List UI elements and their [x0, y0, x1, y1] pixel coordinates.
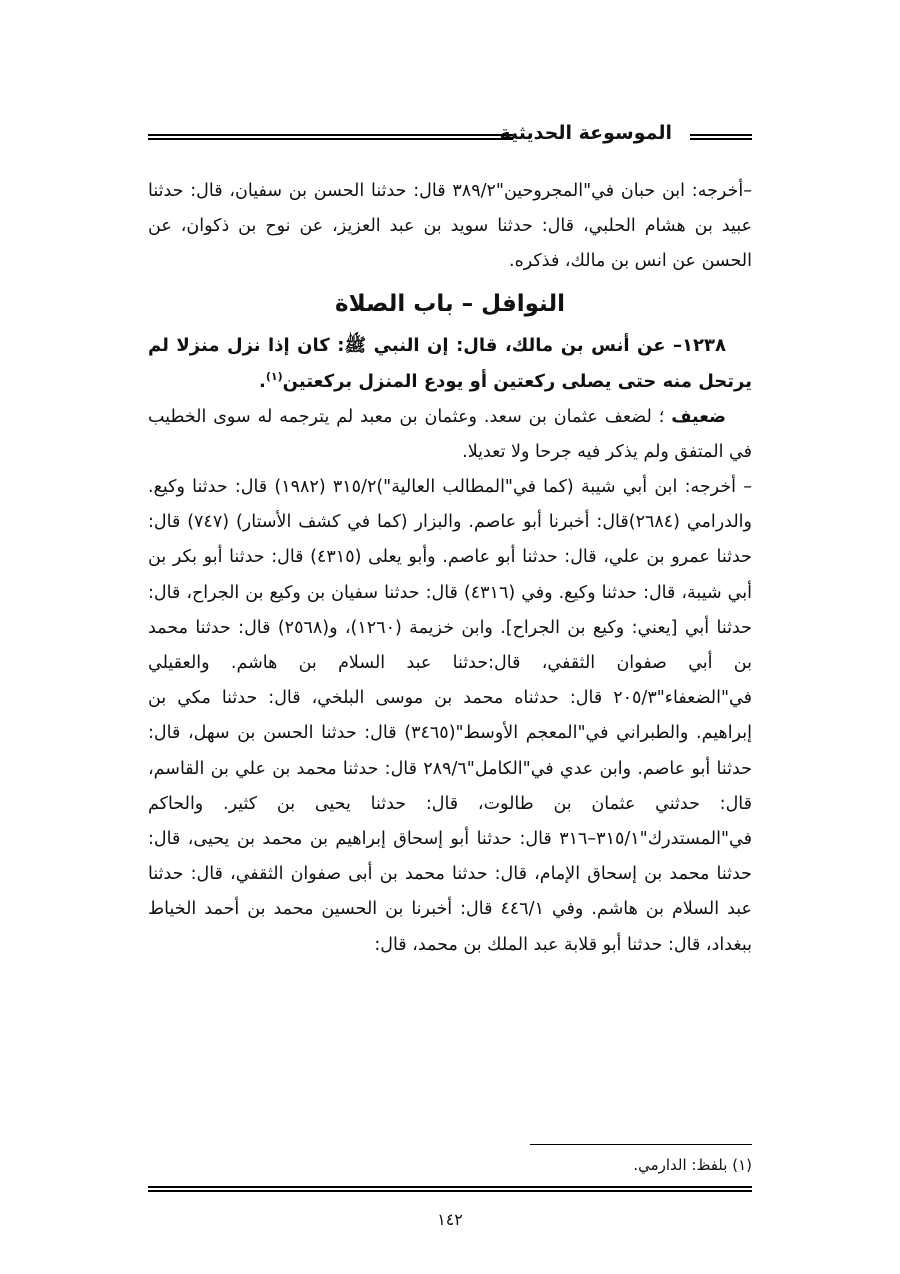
header-rule-left — [148, 134, 513, 140]
paragraph-takhrij: – أخرجه: ابن أبي شيبة (كما في"المطالب العالية")٣١٥/٢ (١٩٨٢) قال: حدثنا وكيع. والدرامي (٢٦٨٤)قال: أخبرنا أبو عاصم. والبزار (كما في كشف الأستار) (٧٤٧) قال: حدثنا عمرو بن علي، قال: حدثنا أبو عاصم. وأبو يعلى (٤٣١٥) قال: حدثنا أبو بكر بن أبي شيبة، قال: حدثنا وكيع. وفي (٤٣١٦) قال: حدثنا سفيان بن وكيع بن الجراح، قال: حدثنا أبي [يعني: وكيع بن الجراح]. وابن خزيمة (١٢٦٠)، و(٢٥٦٨) قال: حدثنا محمد بن أبي صفوان الثقفي، قال:حدثنا عبد السلام بن هاشم. والعقيلي في"الضعفاء"٢٠٥/٣ قال: حدثناه محمد بن موسى البلخي، قال: حدثنا مكي بن إبراهيم. والطبراني في"المعجم الأوسط"(٣٤٦٥) قال: حدثنا الحسن بن سهل، قال: حدثنا أبو عاصم. وابن عدي في"الكامل"٢٨٩/٦ قال: حدثنا محمد بن علي بن القاسم، قال: حدثني عثمان بن طالوت، قال: حدثنا يحيى بن كثير. والحاكم في"المستدرك"٣١٥/١–٣١٦ قال: حدثنا أبو إسحاق إبراهيم بن محمد بن يحيى، قال: حدثنا محمد بن إسحاق الإمام، قال: حدثنا محمد بن أبى صفوان الثقفي، قال: حدثنا عبد السلام بن هاشم. وفي ٤٤٦/١ قال: أخبرنا بن الحسين محمد بن أحمد الخياط ببغداد، قال: حدثنا أبو قلابة عبد الملك بن محمد، قال: — [148, 477, 752, 955]
page-number: ١٤٢ — [437, 1210, 463, 1229]
hadith-body: ١٢٣٨– عن أنس بن مالك، قال: إن النبي ﷺ: كان إذا نزل منزلا لم يرتحل منه حتى يصلى ركعتين أو يودع المنزل بركعتين — [148, 334, 752, 392]
grade-label: ضعيف — [671, 406, 726, 427]
document-page — [148, 120, 752, 1240]
hadith-text — [148, 328, 752, 400]
paragraph-takhrij-previous: –أخرجه: ابن حبان في"المجروحين"٣٨٩/٢ قال: حدثنا الحسن بن سفيان، قال: حدثنا عبيد بن هشام الحلبي، قال: حدثنا سويد بن عبد العزيز، عن نوح بن ذكوان، عن الحسن عن انس بن مالك، فذكره. — [148, 181, 752, 272]
grade-paragraph — [148, 400, 752, 470]
body-text — [148, 174, 752, 963]
grade-text: ؛ لضعف عثمان بن سعد. وعثمان بن معبد لم يترجمه له سوى الخطيب في المتفق ولم يذكر فيه جرحا ولا تعديلا. — [148, 406, 752, 462]
header-rule-right — [690, 134, 752, 140]
header-title: الموسوعة الحديثية — [499, 122, 672, 144]
footnote-ref: (١) — [265, 369, 283, 383]
running-header — [148, 120, 752, 156]
footer-rule — [148, 1186, 752, 1192]
footnote-divider — [530, 1144, 752, 1145]
footnote: (١) بلفظ: الدارمي. — [633, 1156, 752, 1174]
hadith-end: . — [259, 370, 266, 392]
section-title: النوافل – باب الصلاة — [335, 290, 565, 317]
